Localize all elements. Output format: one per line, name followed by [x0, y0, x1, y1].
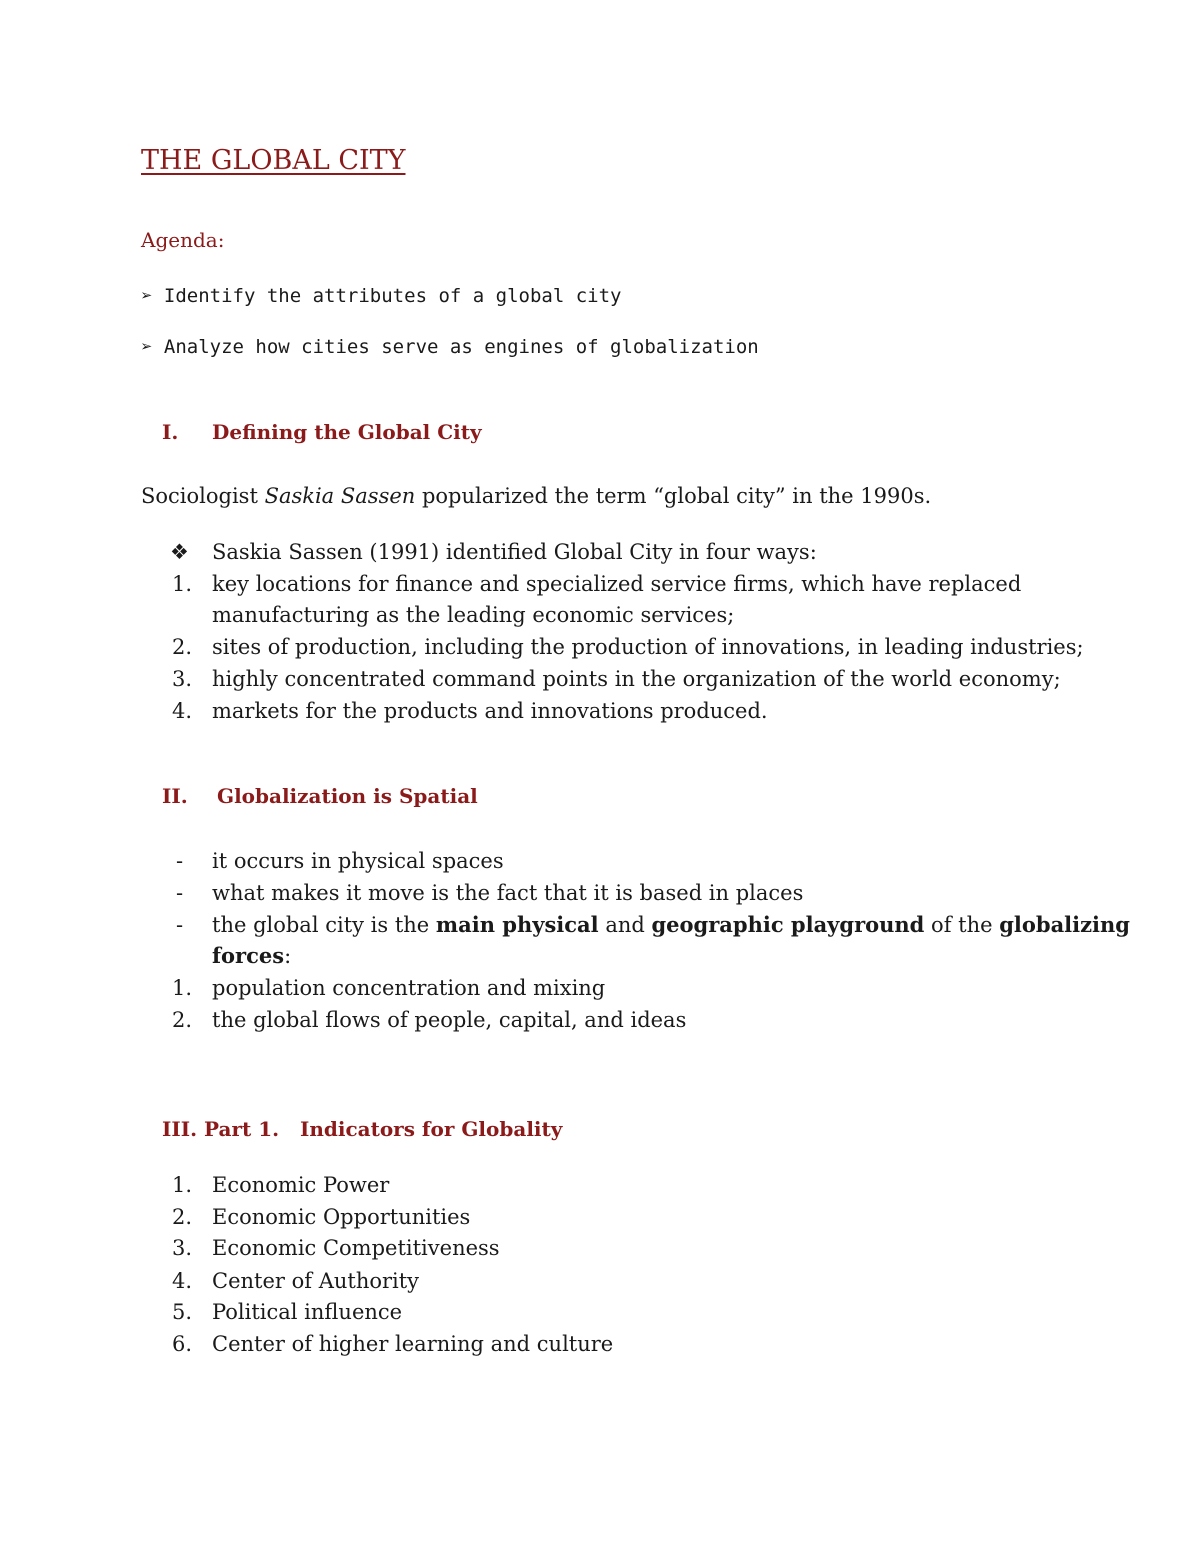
section-2-numeral: II. [162, 784, 188, 808]
intro-after: popularized the term “global city” in the 1990s. [415, 484, 932, 508]
dash-bullet: - [176, 913, 184, 937]
list-item-text: Center of higher learning and culture [212, 1332, 614, 1356]
list-number: 1. [171, 572, 192, 596]
dash-item-text: it occurs in physical spaces [212, 849, 504, 873]
agenda-item-text: Analyze how cities serve as engines of globalization [163, 336, 759, 358]
arrow-bullet-icon: ➢ [141, 336, 153, 358]
rich-bold: geographic playground [651, 912, 925, 937]
list-number: 4. [171, 1269, 192, 1293]
list-number: 2. [171, 1008, 192, 1032]
list-number: 3. [171, 1236, 192, 1260]
list-item-text: key locations for finance and specialized service firms, which have replaced [212, 572, 1022, 596]
section-1-lead: Saskia Sassen (1991) identified Global City in four ways: [212, 540, 817, 564]
list-number: 5. [171, 1300, 192, 1324]
rich-bold: main physical [435, 912, 599, 937]
list-item-text: Economic Opportunities [212, 1205, 471, 1229]
agenda-item-text: Identify the attributes of a global city [163, 285, 622, 307]
agenda-item [141, 285, 621, 307]
rich-text: and [598, 913, 652, 937]
section-2-heading: Globalization is Spatial [217, 784, 478, 808]
diamond-bullet-icon: ❖ [170, 540, 189, 564]
page-title: THE GLOBAL CITY [141, 145, 406, 176]
list-item-text: manufacturing as the leading economic services; [212, 603, 735, 627]
section-1-intro [141, 483, 931, 509]
rich-bold: forces [212, 943, 285, 968]
list-item-text: population concentration and mixing [212, 976, 606, 1000]
dash-bullet: - [176, 881, 184, 905]
list-item-text: markets for the products and innovations produced. [212, 699, 768, 723]
dash-item-rich-continued [212, 943, 291, 969]
rich-text: of the [924, 913, 1000, 937]
list-number: 4. [171, 699, 192, 723]
dash-item-rich [212, 912, 1130, 938]
list-number: 2. [171, 635, 192, 659]
list-number: 3. [171, 667, 192, 691]
section-1-heading: Defining the Global City [212, 420, 482, 444]
dash-bullet: - [176, 849, 184, 873]
rich-text: : [284, 944, 292, 968]
list-item-text: Center of Authority [212, 1269, 420, 1293]
list-number: 2. [171, 1205, 192, 1229]
rich-text: the global city is the [212, 913, 436, 937]
rich-bold: globalizing [999, 912, 1130, 937]
agenda-item [141, 336, 759, 358]
agenda-label: Agenda: [141, 228, 225, 252]
intro-name: Saskia Sassen [264, 484, 416, 508]
list-item-text: the global flows of people, capital, and ideas [212, 1008, 687, 1032]
list-item-text: Political influence [212, 1300, 403, 1324]
list-item-text: highly concentrated command points in the organization of the world economy; [212, 667, 1061, 691]
list-item-text: Economic Competitiveness [212, 1236, 500, 1260]
section-1-numeral: I. [162, 420, 179, 444]
arrow-bullet-icon: ➢ [141, 285, 153, 307]
list-item-text: Economic Power [212, 1173, 390, 1197]
list-number: 1. [171, 1173, 192, 1197]
section-3-heading: III. Part 1. Indicators for Globality [162, 1117, 563, 1141]
list-item-text: sites of production, including the production of innovations, in leading industries; [212, 635, 1084, 659]
list-number: 6. [171, 1332, 192, 1356]
list-number: 1. [171, 976, 192, 1000]
intro-before: Sociologist [141, 484, 265, 508]
dash-item-text: what makes it move is the fact that it is based in places [212, 881, 804, 905]
